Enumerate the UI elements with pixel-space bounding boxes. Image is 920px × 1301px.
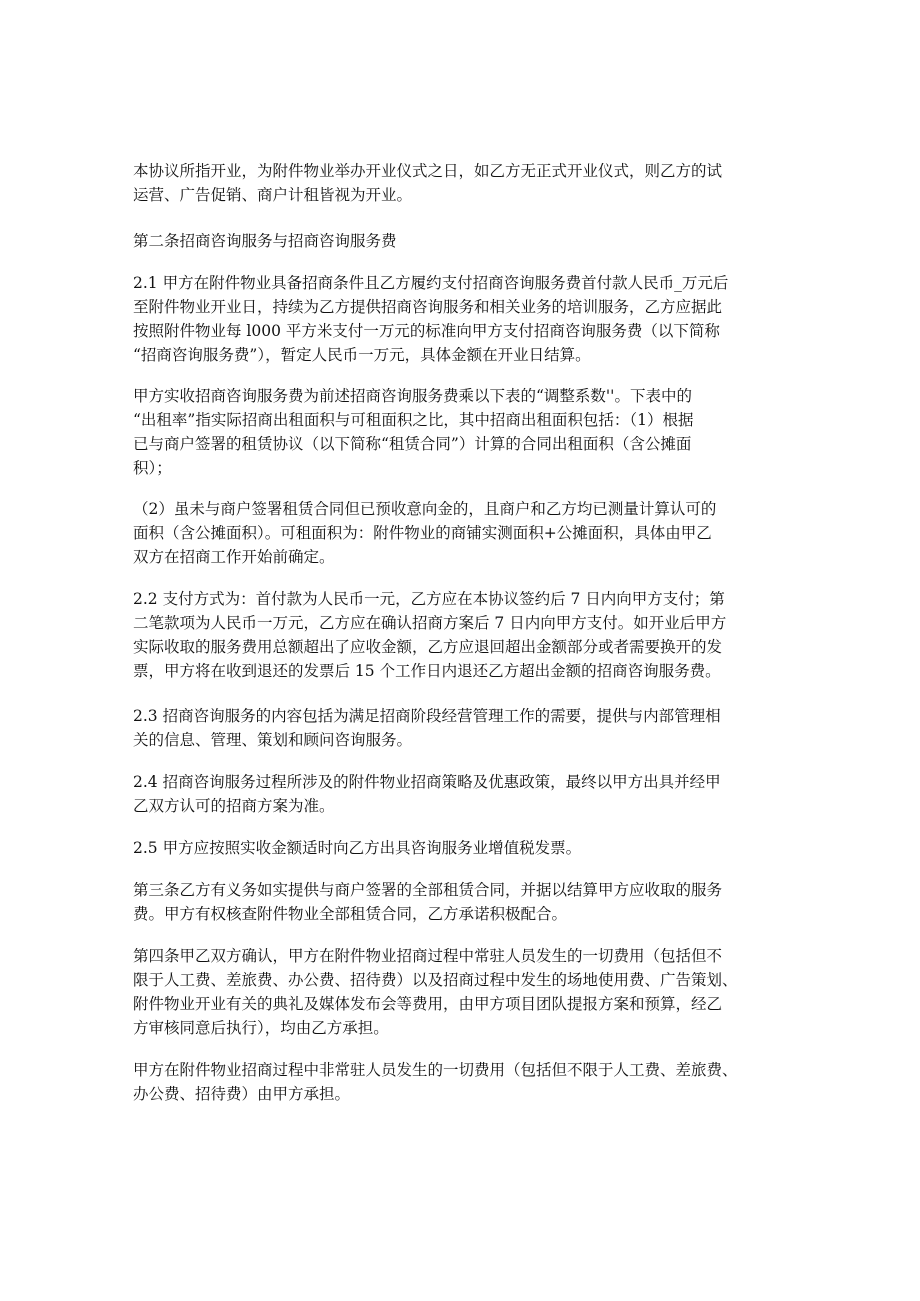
- text-line: 积）；: [133, 459, 172, 477]
- text-line: 2.5 甲方应按照实收金额适时向乙方出具咨询服务业增值税发票。: [133, 839, 582, 857]
- text-line: 费。甲方有权核查附件物业全部租赁合同，乙方承诺积极配合。: [133, 905, 568, 923]
- text-line: 乙双方认可的招商方案为准。: [133, 797, 335, 815]
- text-line: 甲方在附件物业招商过程中非常驻人员发生的一切费用（包括但不限于人工费、差旅费、: [133, 1061, 738, 1079]
- text-line: 本协议所指开业，为附件物业举办开业仪式之日，如乙方无正式开业仪式，则乙方的试: [133, 162, 723, 180]
- text-line: 方审核同意后执行），均由乙方承担。: [133, 1019, 389, 1037]
- paragraph-article-4: [133, 944, 738, 1040]
- text-line: 办公费、招待费）由甲方承担。: [133, 1085, 351, 1103]
- text-line: 第二条招商咨询服务与招商咨询服务费: [133, 232, 397, 250]
- paragraph-rentable-area: [133, 497, 716, 569]
- paragraph-clause-2-5: [133, 836, 581, 860]
- text-line: 双方在招商工作开始前确定。: [133, 548, 335, 566]
- text-line: 二笔款项为人民币一万元，乙方应在确认招商方案后 7 日内向甲方支付。如开业后甲方: [133, 614, 727, 632]
- text-line: 运营、广告促销、商户计租皆视为开业。: [133, 186, 413, 204]
- text-line: 限于人工费、差旅费、办公费、招待费）以及招商过程中发生的场地使用费、广告策划、: [133, 971, 738, 989]
- text-line: 2.3 招商咨询服务的内容包括为满足招商阶段经营管理工作的需要，提供与内部管理相: [133, 707, 721, 725]
- paragraph-nonresident-costs: [133, 1058, 738, 1106]
- paragraph-actual-fee: [133, 384, 693, 480]
- text-line: 实际收取的服务费用总额超出了应收金额，乙方应退回超出金额部分或者需要换开的发: [133, 638, 723, 656]
- text-line: “招商咨询服务费”），暂定人民币一万元，具体金额在开业日结算。: [133, 346, 591, 364]
- paragraph-clause-2-4: [133, 770, 721, 818]
- section-heading-article-2: [133, 229, 397, 253]
- text-line: 2.1 甲方在附件物业具备招商条件且乙方履约支付招商咨询服务费首付款人民币_万元后: [133, 274, 729, 292]
- text-line: 附件物业开业有关的典礼及媒体发布会等费用，由甲方项目团队提报方案和预算，经乙: [133, 995, 723, 1013]
- text-line: 2.2 支付方式为：首付款为人民币一元，乙方应在本协议签约后 7 日内向甲方支付；第: [133, 590, 725, 608]
- text-line: “出租率”指实际招商出租面积与可租面积之比，其中招商出租面积包括：（1）根据: [133, 411, 694, 429]
- paragraph-clause-2-1: [133, 271, 728, 367]
- text-line: 甲方实收招商咨询服务费为前述招商咨询服务费乘以下表的“调整系数''。下表中的: [133, 387, 692, 405]
- text-line: 2.4 招商咨询服务过程所涉及的附件物业招商策略及优惠政策，最终以甲方出具并经甲: [133, 773, 721, 791]
- text-line: 票，甲方将在收到退还的发票后 15 个工作日内退还乙方超出金额的招商咨询服务费。: [133, 662, 721, 680]
- text-line: 至附件物业开业日，持续为乙方提供招商咨询服务和相关业务的培训服务，乙方应据此: [133, 298, 723, 316]
- text-line: 第四条甲乙双方确认，甲方在附件物业招商过程中常驻人员发生的一切费用（包括但不: [133, 947, 723, 965]
- paragraph-article-3: [133, 878, 722, 926]
- text-line: 面积（含公摊面积）。可租面积为：附件物业的商铺实测面积+公摊面积，具体由甲乙: [133, 524, 712, 542]
- paragraph-clause-2-3: [133, 704, 721, 752]
- text-line: 已与商户签署的租赁协议（以下简称“租赁合同”）计算的合同出租面积（含公摊面: [133, 435, 692, 453]
- paragraph-opening-definition: [133, 159, 722, 207]
- text-line: 按照附件物业每 l000 平方米支付一万元的标准向甲方支付招商咨询服务费（以下简称: [133, 322, 720, 340]
- text-line: 关的信息、管理、策划和顾问咨询服务。: [133, 731, 413, 749]
- paragraph-clause-2-2: [133, 587, 726, 683]
- text-line: （2）虽未与商户签署租赁合同但已预收意向金的，且商户和乙方均已测量计算认可的: [133, 500, 717, 518]
- text-line: 第三条乙方有义务如实提供与商户签署的全部租赁合同，并据以结算甲方应收取的服务: [133, 881, 723, 899]
